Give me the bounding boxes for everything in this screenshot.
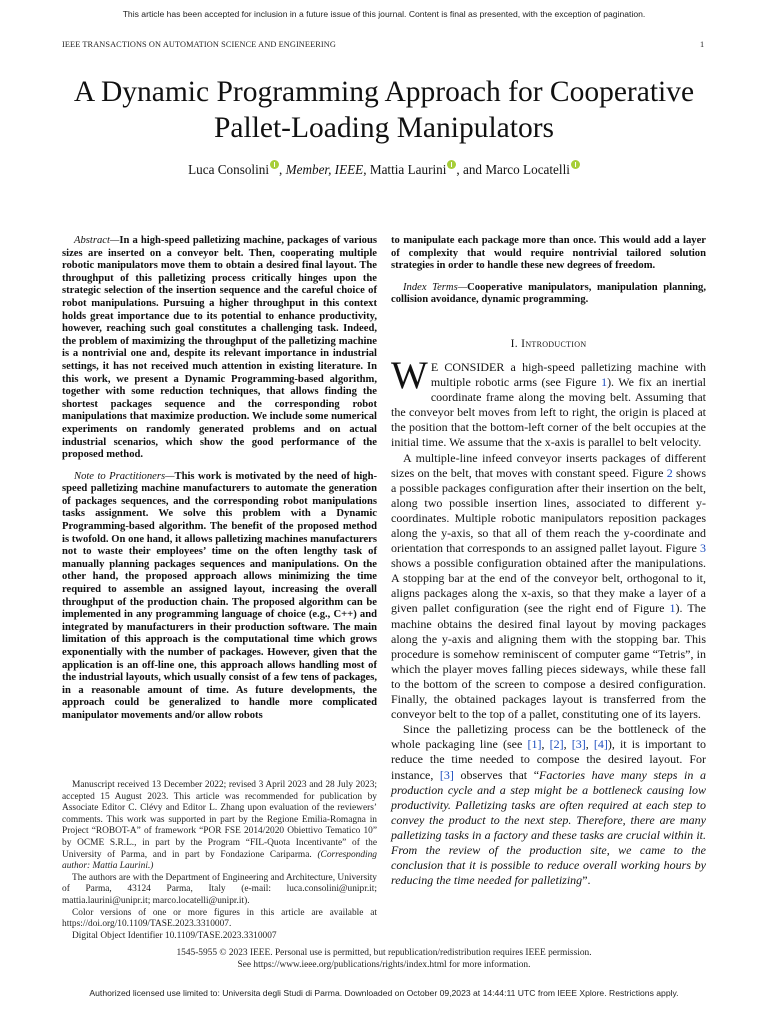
intro-p3-text: ”. — [582, 873, 591, 888]
footnote-doi: Digital Object Identifier 10.1109/TASE.2023.3310007 — [72, 930, 277, 941]
index-terms-text: Cooperative manipulators, manipulation planning, collision avoidance, dynamic programming. — [391, 281, 706, 306]
intro-paragraph-3: Since the palletizing process can be the bottleneck of the whole packaging line (see [1], [2], [3], [4]), it is important to reduce the time needed to compose the desired layout. For instance, [3] observes that “Factories have many steps in a production cycle and a step might be a bottleneck causing low productivity. Palletizing tasks are often required at each step to convey the product to the next step. Therefore, there are many palletizing tasks in a factory and these tasks are crucial within it. From the review of the production site, we came to the conclusion that it is possible to reduce overall working hours by reducing the time needed for palletizing”. — [391, 722, 706, 888]
intro-paragraph-1 — [391, 353, 706, 451]
author-locatelli: Marco Locatelli — [485, 162, 570, 177]
citation-link[interactable]: [3] — [571, 737, 586, 752]
author-consolini: Luca Consolini — [188, 162, 270, 177]
footnote-color-versions: Color versions of one or more figures in this article are available at https://doi.org/10.1109/TASE.2023.3310007. — [62, 907, 377, 930]
copyright-line: 1545-5955 © 2023 IEEE. Personal use is permitted, but republication/redistribution requires IEEE permission. — [176, 948, 592, 958]
page-number: 1 — [700, 40, 705, 49]
figure-ref-link[interactable]: 1 — [601, 375, 608, 390]
citation-link[interactable]: [1] — [527, 737, 542, 752]
note-text: This work is motivated by the need of high-speed palletizing machine manufacturers to automate the generation of packages sequences, and the corresponding robot manipulations tasks assignment. We solve this problem with a Dynamic Programming-based algorithm. The benefit of the proposed method is twofold. On one hand, it allows palletizing machines manufacturers not to waste their employees’ time on the often lengthy task of manually planning packages sequences and manipulations. On the other hand, the proposed approach allows minimizing the time required to assemble an assigned layout, increasing the overall throughput of the production chain. The proposed algorithm can be implemented in any programming language of choice (e.g., C++) and integrated by manufacturers in their production software. The main limitation of this approach is the computational time which grows exponentially with the number of packages. However, given that the application is an off-line one, this approach allows handling most of the industrial layouts, which usually consist of a few tens of packages, in a reasonable amount of time. As future developments, the approach could be generalized to handle more complicated manipulator movements and/or allow robots — [62, 470, 377, 721]
intro-p2-text: A multiple-line infeed conveyor inserts packages of different sizes on the belt, that moves with constant speed. Figure — [391, 450, 706, 480]
intro-paragraph-2 — [391, 451, 706, 723]
author-role: Member, IEEE — [285, 162, 364, 177]
authorized-use-notice: Authorized licensed use limited to: Universita degli Studi di Parma. Downloaded on October 09,2023 at 14:44:11 UTC from IEEE Xplore. Restrictions apply. — [89, 988, 679, 998]
quotation: Factories have many steps in a production cycle and a step might be a bottleneck causing low productivity. Palletizing tasks are often required at each step to convey the product to the next step. Therefore, there are many palletizing tasks in a factory and these tasks are crucial within it. From the review of the production site, we came to the conclusion that it is possible to reduce overall working hours by reducing the time needed for palletizing — [391, 767, 706, 888]
index-terms-lead: Index Terms— — [403, 281, 468, 293]
note-lead: Note to Practitioners— — [74, 470, 175, 482]
section-number: I. — [510, 336, 518, 350]
citation-link[interactable]: [2] — [549, 737, 564, 752]
orcid-icon[interactable] — [571, 160, 580, 169]
footnote-manuscript-text: Manuscript received 13 December 2022; revised 3 April 2023 and 28 July 2023; accepted 15 August 2023. This article was recommended for publication by Associate Editor C. Clévy and Editor L. Zhang upon evaluation of the reviewers’ comments. This work was supported in part by the Regione Emilia-Romagna in Project “ROBOT-A” of framework “POR FSE 2014/2020 Obiettivo Tematico 10” by OCME S.R.L., in part by the Program “FIL-Quota Incentivante” of the University of Parma, and in part by Fondazione Cariparma. — [62, 780, 377, 860]
abstract-lead: Abstract— — [74, 235, 120, 246]
figure-ref-link[interactable]: 3 — [700, 541, 706, 556]
journal-name: IEEE TRANSACTIONS ON AUTOMATION SCIENCE AND ENGINEERING — [62, 40, 336, 49]
acceptance-notice: This article has been accepted for inclusion in a future issue of this journal. Content is final as presented, with the exception of pagination. — [122, 9, 646, 19]
rights-line: See https://www.ieee.org/publications/rights/index.html for more information. — [237, 959, 531, 970]
footnote-affiliation: The authors are with the Department of Engineering and Architecture, University of Parma, 43124 Parma, Italy (e-mail: luca.consolini@unipr.it; mattia.laurini@unipr.it; marco.locatelli@unipr.it). — [62, 872, 377, 906]
intro-p2-text: ). The machine obtains the desired final layout by moving packages along the y-axis and aligning them with the stopping bar. This procedure is somehow reminiscent of computer game “Tetris”, in which the player moves falling pieces sideways, while these fall to the bottom of the screen to compose a desired configuration. Finally, the obtained packages layout is transferred from the conveyor belt to the top of a pallet, constituting one of its layers. — [391, 601, 706, 722]
corresponding-author: (Corresponding author: Mattia Laurini.) — [62, 849, 377, 872]
section-heading — [391, 337, 706, 350]
orcid-icon[interactable] — [447, 160, 456, 169]
intro-p2-text: shows a possible packages configuration after their insertion on the belt, along two possible insertion lines, associated to different y-coordinates. Multiple robotic manipulators reposition packages along the y-axis, so that all of them reach the y-coordinate and orientation that corresponds to an assigned pallet layout. Figure — [391, 465, 707, 556]
abstract-text: In a high-speed palletizing machine, packages of various sizes are inserted on a conveyor belt. Then, cooperating multiple robotic manipulators move them to obtain a desired final layout. The throughput of this palletizing process critically hinges upon the strategic selection of the insertion sequence and the careful choice of robot manipulations. Pursuing a higher throughput in this context holds great importance due to its potential to enhance productivity, however, reaching such goal constitutes a challenging task. Indeed, the problem of maximizing the throughput of the palletizing machine is a nontrivial one and, despite its relevant importance in industrial settings, it has not received much attention in existing literature. In this work, we present a Dynamic Programming-based algorithm, together with some reduction techniques, that allows finding the shortest packages sequence and the corresponding robot manipulations that maximize production. We include some numerical experiments on randomly generated problems and on actual industrial scenarios, which show the good performance of the proposed method. — [62, 235, 377, 461]
intro-p1-text: E CONSIDER a high-speed palletizing machine with multiple robotic arms (see Figure — [430, 359, 706, 390]
figure-ref-link[interactable]: 1 — [669, 601, 676, 616]
footnote-manuscript — [62, 780, 377, 873]
abstract — [62, 235, 377, 462]
intro-p2-text: shows a possible configuration obtained after the manipulations. A stopping bar at the end of the conveyor belt, orthogonal to it, aligns packages along the x-axis, so that they make a layer of a given pallet configuration (see the right end of Figure — [391, 556, 706, 616]
author-laurini: Mattia Laurini — [369, 162, 447, 177]
paper-title — [40, 74, 728, 146]
index-terms — [391, 282, 706, 307]
right-column — [391, 235, 706, 888]
section-title: Introduction — [521, 336, 587, 350]
intro-p3-text: observes that “ — [453, 767, 540, 782]
intro-p3-text: Since the palletizing process can be the bottleneck of the whole packaging line (see — [391, 722, 706, 752]
intro-p1-text: ). We fix an inertial coordinate frame along the moving belt. Assuming that the conveyor belt moves from left to right, the origin is placed at the position that the bottom-left corner of the belt occupies at the initial time. We assume that the x-axis is parallel to belt velocity. — [391, 375, 706, 450]
title-line-2: Pallet-Loading Manipulators — [214, 112, 554, 144]
left-column — [62, 235, 377, 723]
citation-link[interactable]: [4] — [593, 737, 608, 752]
copyright-block — [0, 948, 768, 971]
title-line-1: A Dynamic Programming Approach for Cooperative — [73, 76, 695, 108]
and-word: and — [462, 162, 483, 177]
orcid-icon[interactable] — [270, 160, 279, 169]
drop-cap: W — [391, 353, 428, 397]
author-list: Luca Consolini , Member, IEEE, Mattia Laurini , and Marco Locatelli — [0, 160, 768, 178]
citation-link[interactable]: [3] — [439, 767, 454, 782]
intro-p3-text: ), it is important to reduce the time needed to compose the desired layout. For instance, — [391, 737, 706, 782]
note-to-practitioners — [62, 471, 377, 723]
note-continuation: to manipulate each package more than once. This would add a layer of complexity that would require nontrivial tailored solution strategies in order to handle these new degrees of freedom. — [391, 235, 706, 272]
footnotes — [62, 780, 377, 942]
figure-ref-link[interactable]: 2 — [666, 465, 673, 480]
